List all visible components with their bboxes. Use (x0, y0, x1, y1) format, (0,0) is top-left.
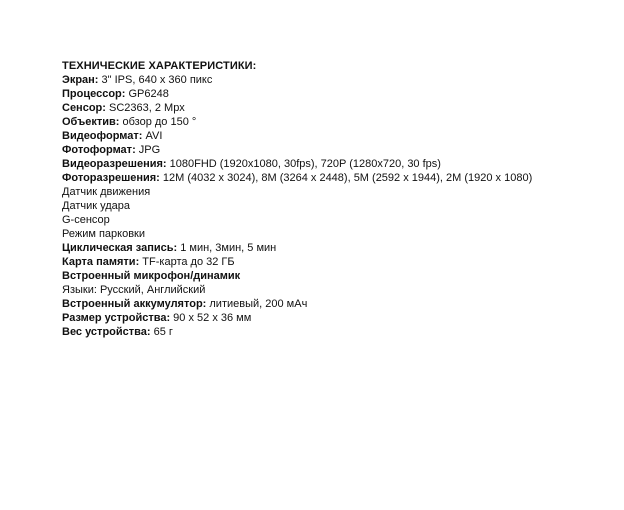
spec-value: 3" IPS, 640 x 360 пикс (98, 74, 213, 86)
spec-row-device-size (62, 311, 618, 325)
spec-label: Видеоформат: (62, 130, 143, 142)
spec-value: JPG (135, 144, 161, 156)
spec-row-memory-card (62, 255, 618, 269)
spec-label: Вес устройства: (62, 326, 151, 338)
spec-row-processor (62, 87, 618, 101)
spec-row-parking-mode (62, 227, 618, 241)
spec-value: GP6248 (125, 88, 169, 100)
spec-label: Видеоразрешения: (62, 158, 167, 170)
spec-value: Языки: Русский, Английский (62, 284, 206, 296)
spec-value: TF-карта до 32 ГБ (139, 256, 235, 268)
spec-label: Встроенный аккумулятор: (62, 298, 207, 310)
spec-row-g-sensor (62, 213, 618, 227)
spec-row-languages (62, 283, 618, 297)
spec-value: литиевый, 200 мАч (206, 298, 308, 310)
spec-label: Циклическая запись: (62, 242, 178, 254)
spec-label: Фотоформат: (62, 144, 136, 156)
spec-value: 1 мин, 3мин, 5 мин (177, 242, 277, 254)
spec-label: Сенсор: (62, 102, 106, 114)
spec-value: 90 х 52 х 36 мм (170, 312, 252, 324)
spec-value: 12M (4032 x 3024), 8M (3264 x 2448), 5M (2592 x 1944), 2M (1920 x 1080) (159, 172, 533, 184)
spec-row-device-weight (62, 325, 618, 339)
spec-label: Фоторазрешения: (62, 172, 160, 184)
spec-row-screen (62, 73, 618, 87)
spec-row-lens (62, 115, 618, 129)
spec-row-video-resolutions (62, 157, 618, 171)
spec-row-shock-sensor (62, 199, 618, 213)
spec-list (62, 59, 618, 339)
spec-row-motion-sensor (62, 185, 618, 199)
spec-row-loop-recording (62, 241, 618, 255)
spec-label: Карта памяти: (62, 256, 140, 268)
spec-row-mic-speaker (62, 269, 618, 283)
spec-label: Встроенный микрофон/динамик (62, 270, 241, 282)
spec-row-battery (62, 297, 618, 311)
spec-value: Датчик удара (62, 200, 131, 212)
spec-label: Процессор: (62, 88, 126, 100)
spec-label: Экран: (62, 74, 99, 86)
spec-value: 1080FHD (1920x1080, 30fps), 720P (1280x720, 30 fps) (166, 158, 441, 170)
spec-value: Режим парковки (62, 228, 146, 240)
spec-row-sensor (62, 101, 618, 115)
spec-value: SC2363, 2 Mpx (105, 102, 185, 114)
spec-title: ТЕХНИЧЕСКИЕ ХАРАКТЕРИСТИКИ: (62, 60, 257, 72)
spec-value: G-сенсор (62, 214, 110, 226)
spec-row-photo-format (62, 143, 618, 157)
spec-row-photo-resolutions (62, 171, 618, 185)
spec-value: Датчик движения (62, 186, 151, 198)
spec-value: обзор до 150 ° (119, 116, 197, 128)
spec-row-video-format (62, 129, 618, 143)
spec-label: Размер устройства: (62, 312, 171, 324)
spec-value: AVI (142, 130, 163, 142)
spec-value: 65 г (150, 326, 173, 338)
spec-label: Объектив: (62, 116, 120, 128)
